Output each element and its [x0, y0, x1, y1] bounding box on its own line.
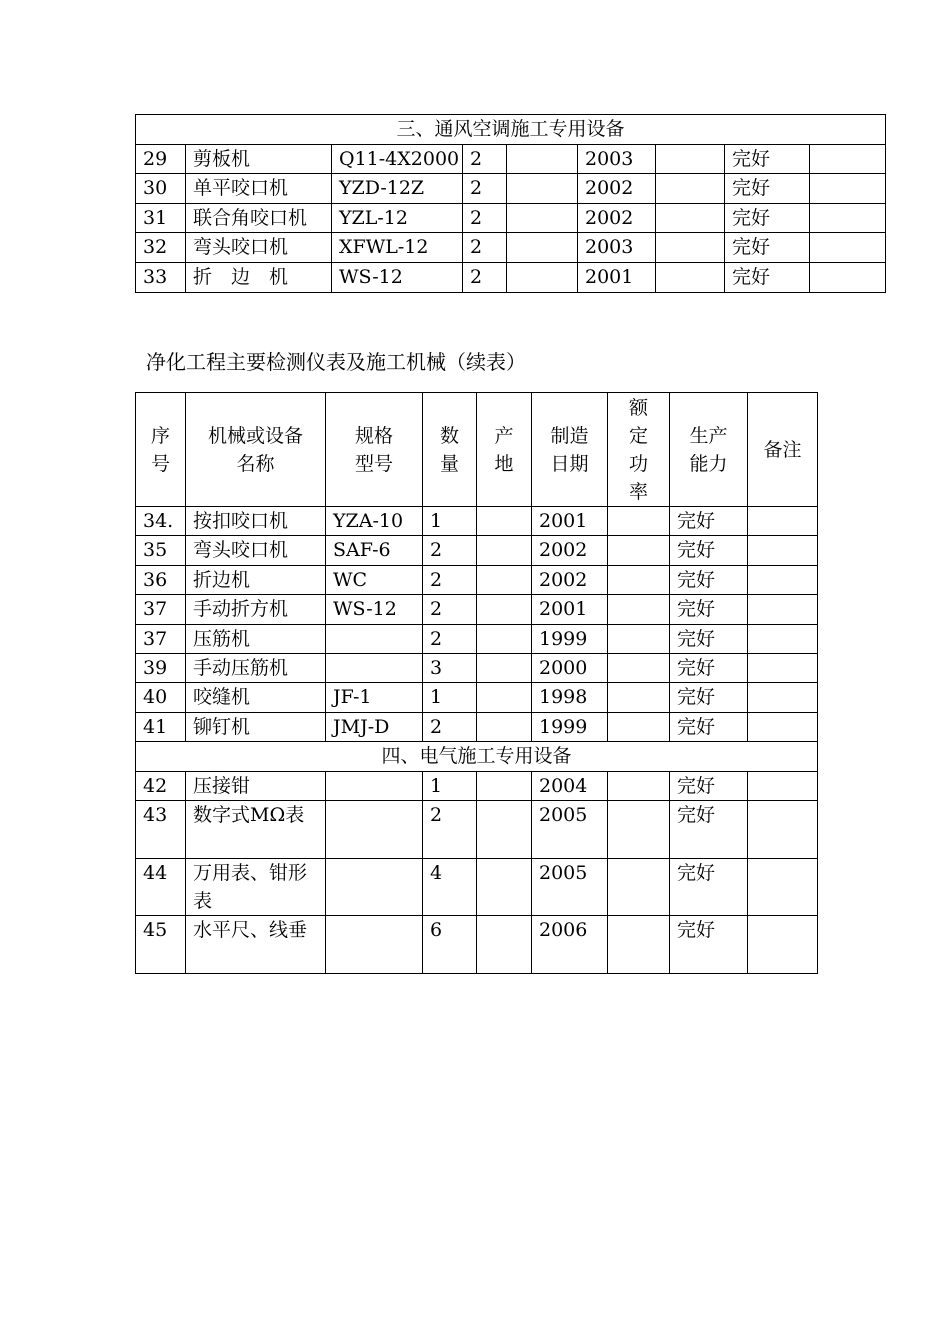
table-cell	[748, 800, 818, 858]
table-cell	[656, 203, 725, 233]
table-cell: 数字式MΩ表	[186, 800, 326, 858]
table-cell: 完好	[670, 916, 748, 974]
table-cell: 2	[463, 203, 507, 233]
table-cell	[810, 174, 886, 204]
table-cell: 2	[423, 800, 477, 858]
column-header: 制造 日期	[532, 393, 608, 507]
table-cell	[608, 712, 670, 741]
table-cell: 2005	[532, 800, 608, 858]
table-cell	[507, 144, 578, 174]
table-cell: 6	[423, 916, 477, 974]
table-row	[136, 595, 818, 624]
table-cell: 剪板机	[186, 144, 332, 174]
table-cell: YZL-12	[332, 203, 463, 233]
table-cell: 折边机	[186, 565, 326, 594]
table-cell: 40	[136, 683, 186, 712]
column-header: 备注	[748, 393, 818, 507]
table-cell: 完好	[725, 174, 810, 204]
table-cell: 压筋机	[186, 624, 326, 653]
table-cell: 完好	[670, 800, 748, 858]
table-cell: 完好	[670, 536, 748, 565]
table-cell	[748, 624, 818, 653]
table-cell	[608, 916, 670, 974]
table-cell	[477, 858, 532, 916]
table-cell: JMJ-D	[326, 712, 423, 741]
table-cell: 按扣咬口机	[186, 507, 326, 536]
table-cell: 压接钳	[186, 771, 326, 800]
table-cell: 水平尺、线垂	[186, 916, 326, 974]
table-row	[136, 800, 818, 858]
table-cell	[608, 536, 670, 565]
table-cell: YZA-10	[326, 507, 423, 536]
table-cell: 2	[423, 565, 477, 594]
table-cell	[608, 858, 670, 916]
column-header: 额 定 功 率	[608, 393, 670, 507]
table-cell: 完好	[670, 858, 748, 916]
table-cell	[477, 624, 532, 653]
table-cell: 2002	[532, 565, 608, 594]
table-row	[136, 771, 818, 800]
table-cell: 联合角咬口机	[186, 203, 332, 233]
header-row	[136, 393, 818, 507]
table-cell	[608, 507, 670, 536]
table-cell	[656, 174, 725, 204]
table-cell	[507, 203, 578, 233]
table-cell	[477, 712, 532, 741]
table-cell	[326, 858, 423, 916]
table-cell: 完好	[670, 624, 748, 653]
table-row	[136, 712, 818, 741]
table-cell: 折 边 机	[186, 262, 332, 292]
table-cell: 2003	[578, 233, 656, 263]
table-cell: 2	[463, 262, 507, 292]
table-cell: 43	[136, 800, 186, 858]
table-cell: JF-1	[326, 683, 423, 712]
table-cell: 1	[423, 507, 477, 536]
table-cell: 手动折方机	[186, 595, 326, 624]
table-cell: 4	[423, 858, 477, 916]
table-cell	[748, 536, 818, 565]
section-title-ventilation: 三、通风空调施工专用设备	[136, 115, 886, 145]
table-cell: 2002	[578, 174, 656, 204]
table-cell: 完好	[670, 771, 748, 800]
table-cell: 2001	[532, 507, 608, 536]
table-cell: 2002	[532, 536, 608, 565]
table-row	[136, 858, 818, 916]
column-header: 机械或设备 名称	[186, 393, 326, 507]
table-cell: 完好	[670, 683, 748, 712]
table-cell	[477, 916, 532, 974]
table-cell: 45	[136, 916, 186, 974]
table-cell	[656, 262, 725, 292]
table-cell	[326, 771, 423, 800]
table-cell: 1999	[532, 624, 608, 653]
table-row	[136, 233, 886, 263]
table-cell: 完好	[725, 203, 810, 233]
table-cell	[656, 233, 725, 263]
table-cell	[507, 233, 578, 263]
table-cell: 咬缝机	[186, 683, 326, 712]
table-cell: 2	[423, 595, 477, 624]
table-cell	[748, 771, 818, 800]
table-cell: 2003	[578, 144, 656, 174]
column-header: 产 地	[477, 393, 532, 507]
table-cell: Q11-4X2000	[332, 144, 463, 174]
table-cell: 铆钉机	[186, 712, 326, 741]
column-header: 规格 型号	[326, 393, 423, 507]
table-cell	[608, 595, 670, 624]
table-cell	[656, 144, 725, 174]
table-cell: 完好	[670, 565, 748, 594]
table-cell	[608, 800, 670, 858]
table-row	[136, 624, 818, 653]
table-cell	[810, 203, 886, 233]
table-cell	[326, 916, 423, 974]
inspection-instruments-table	[135, 392, 818, 974]
table-cell: 1998	[532, 683, 608, 712]
table-cell	[326, 624, 423, 653]
table-cell: 32	[136, 233, 186, 263]
table-cell	[608, 771, 670, 800]
table-cell: 29	[136, 144, 186, 174]
table-cell: 2	[463, 233, 507, 263]
table-cell	[326, 800, 423, 858]
table-cell: SAF-6	[326, 536, 423, 565]
table-cell: 34.	[136, 507, 186, 536]
table-cell: 完好	[670, 653, 748, 682]
table-cell	[748, 565, 818, 594]
table-cell: 3	[423, 653, 477, 682]
table-cell	[748, 916, 818, 974]
table-cell: 完好	[725, 262, 810, 292]
table-cell: 2002	[578, 203, 656, 233]
table-cell: 完好	[670, 507, 748, 536]
section-title-electrical-row	[136, 742, 818, 771]
table-cell	[748, 858, 818, 916]
table-cell: 31	[136, 203, 186, 233]
table-cell	[608, 565, 670, 594]
table-cell	[748, 712, 818, 741]
table-cell: 2005	[532, 858, 608, 916]
table-cell	[748, 507, 818, 536]
table-cell: 1999	[532, 712, 608, 741]
table-cell	[608, 683, 670, 712]
table-cell	[477, 507, 532, 536]
column-header: 序 号	[136, 393, 186, 507]
table-cell: XFWL-12	[332, 233, 463, 263]
table-cell	[477, 771, 532, 800]
table-cell	[810, 233, 886, 263]
table-cell: 2004	[532, 771, 608, 800]
table-cell: WS-12	[326, 595, 423, 624]
ventilation-equipment-table	[135, 114, 886, 293]
table-cell	[748, 653, 818, 682]
table-cell	[477, 565, 532, 594]
column-header: 生产 能力	[670, 393, 748, 507]
table-cell	[477, 653, 532, 682]
table-cell: 41	[136, 712, 186, 741]
table-cell	[608, 624, 670, 653]
table-cell	[810, 262, 886, 292]
table-row	[136, 174, 886, 204]
table-cell	[748, 595, 818, 624]
table-cell	[326, 653, 423, 682]
table-cell	[810, 144, 886, 174]
column-header: 数 量	[423, 393, 477, 507]
table-cell: 2000	[532, 653, 608, 682]
table-cell: 33	[136, 262, 186, 292]
table-cell: WS-12	[332, 262, 463, 292]
table-row	[136, 536, 818, 565]
section-title-electrical: 四、电气施工专用设备	[136, 742, 818, 771]
section-title-ventilation-row	[136, 115, 886, 145]
table-cell	[748, 683, 818, 712]
table-row	[136, 262, 886, 292]
table-row	[136, 203, 886, 233]
table-cell: 30	[136, 174, 186, 204]
table-row	[136, 565, 818, 594]
table-cell: 完好	[725, 144, 810, 174]
table-cell: 完好	[670, 595, 748, 624]
table-row	[136, 653, 818, 682]
table-cell: YZD-12Z	[332, 174, 463, 204]
table-cell: 2	[463, 144, 507, 174]
table-row	[136, 507, 818, 536]
table-cell: 36	[136, 565, 186, 594]
table-cell: 39	[136, 653, 186, 682]
table-row	[136, 916, 818, 974]
table-cell: 弯头咬口机	[186, 536, 326, 565]
table-cell: WC	[326, 565, 423, 594]
table-cell	[477, 595, 532, 624]
table-cell: 42	[136, 771, 186, 800]
table-cell: 弯头咬口机	[186, 233, 332, 263]
table-cell: 2	[423, 624, 477, 653]
table-cell	[477, 800, 532, 858]
table-cell	[507, 262, 578, 292]
table-cell: 37	[136, 595, 186, 624]
table-cell: 2	[463, 174, 507, 204]
table-cell: 2006	[532, 916, 608, 974]
table-cell: 1	[423, 771, 477, 800]
table-cell: 2001	[532, 595, 608, 624]
table-cell: 单平咬口机	[186, 174, 332, 204]
table-cell: 1	[423, 683, 477, 712]
table-cell	[477, 536, 532, 565]
table-cell: 2001	[578, 262, 656, 292]
table-cell: 2	[423, 712, 477, 741]
table-cell	[507, 174, 578, 204]
table-cell: 37	[136, 624, 186, 653]
table-cell: 2	[423, 536, 477, 565]
table-cell: 35	[136, 536, 186, 565]
table-cell: 手动压筋机	[186, 653, 326, 682]
table-cell: 44	[136, 858, 186, 916]
table-cell	[477, 683, 532, 712]
table-cell	[608, 653, 670, 682]
table-cell: 万用表、钳形表	[186, 858, 326, 916]
table-row	[136, 144, 886, 174]
table-caption: 净化工程主要检测仪表及施工机械（续表）	[146, 350, 526, 374]
table-cell: 完好	[670, 712, 748, 741]
table-cell: 完好	[725, 233, 810, 263]
table-row	[136, 683, 818, 712]
